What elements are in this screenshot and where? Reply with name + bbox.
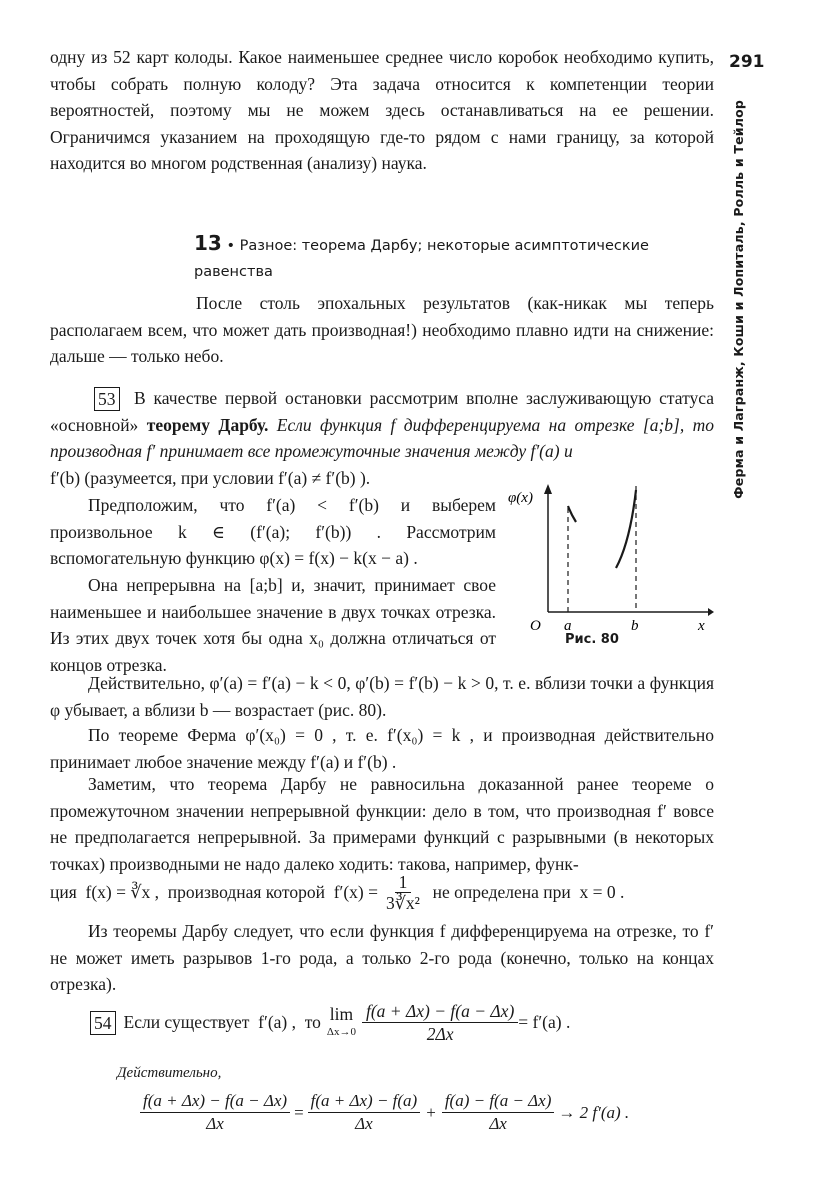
figure-origin: O: [530, 618, 541, 634]
item-53-condition: f′(b) (разумеется, при условии f′(a) ≠ f′(b) ).: [50, 467, 371, 488]
final-f2-den: Δx: [355, 1114, 373, 1133]
figure-xlabel: x: [698, 618, 705, 634]
section-number: 13: [194, 231, 222, 255]
proof-p6-b: не определена при x = 0 .: [423, 882, 625, 903]
proof-p4: По теореме Ферма φ′(x₀) = 0 , т. е. f′(x₀) = k , и производная действительно принимает любое значение между f′(a) и f′(b) .: [50, 725, 714, 772]
proof-p5: Заметим, что теорема Дарбу не равносильна доказанной ранее теореме о промежуточном значении непрерывной функции: дело в том, что производная f′ вовсе не предполагается непрерывной. За примерами функций с разрывными (в некоторых точках) производными не надо далеко ходить: такова, например, функ-: [50, 774, 714, 874]
derivative-denominator: 3∛x²: [386, 893, 420, 913]
proof-p6-a: ция f(x) = ∛x , производная которой f′(x) =: [50, 882, 378, 903]
darboux-theorem-bold: теорему Дарбу.: [146, 414, 269, 435]
figure-a-label: a: [564, 618, 572, 634]
running-title-text: Ферма и Лагранж, Коши и Лопиталь, Ролль и Тейлор: [730, 100, 746, 499]
curve-near-b: [616, 490, 636, 568]
derivative-numerator: 1: [395, 872, 412, 893]
section-title: Разное: теорема Дарбу; некоторые асимптотические равенства: [194, 238, 649, 280]
intro-paragraph: одну из 52 карт колоды. Какое наименьшее среднее число коробок необходимо купить, чтобы собрать полную колоду? Эта задача относится к компетенции теории вероятностей, поэтому мы не можем здесь останавливаться на ее решении. Ограничимся указанием на проходящую где-то рядом с нами границу, за которой находится во многом родственная (анализу) наука.: [50, 47, 714, 173]
final-result: → 2 f′(a) .: [558, 1102, 630, 1122]
section-heading: [194, 230, 714, 285]
final-lead: Действительно,: [117, 1065, 222, 1081]
final-f3-num: f(a) − f(a − Δx): [442, 1090, 555, 1113]
final-formula: [140, 1090, 629, 1135]
limit-fraction: [362, 1000, 518, 1045]
limit-lim: lim: [329, 1003, 354, 1024]
item-53-statement: [50, 385, 714, 491]
y-axis-arrow: [544, 484, 552, 494]
proof-p3: Действительно, φ′(a) = f′(a) − k < 0, φ′(b) = f′(b) − k > 0, т. е. вблизи точки a функция φ убывает, а вблизи b — возрастает (рис. 80).: [50, 673, 714, 720]
figure-80: [508, 482, 714, 647]
section-separator: •: [221, 238, 240, 254]
final-f1-num: f(a + Δx) − f(a − Δx): [140, 1090, 290, 1113]
figure-ylabel: φ(x): [508, 490, 533, 506]
final-f2-num: f(a + Δx) − f(a): [308, 1090, 421, 1113]
final-plus: +: [426, 1102, 436, 1122]
proof-p2: Она непрерывна на [a;b] и, значит, принимает свое наименьшее и наибольшее значение в двух точках отрезка. Из этих двух точек хотя бы одна x₀ должна отличаться от концов отрезка.: [50, 575, 496, 675]
limit-numerator: f(a + Δx) − f(a − Δx): [362, 1000, 518, 1023]
derivative-fraction: [382, 872, 424, 913]
item-53-italic: Если функция f дифференцируема на отрезке [a;b], то производная f′ принимает все промежуточные значения между f′(a) и: [50, 414, 715, 461]
figure-b-label: b: [631, 618, 639, 634]
item-54-text: Если существует f′(a) , то: [123, 1012, 321, 1033]
section-intro: После столь эпохальных результатов (как-никак мы теперь располагаем всем, что может дать производная!) необходимо плавно идти на снижение: дальше — только небо.: [50, 293, 714, 366]
final-f1-den: Δx: [206, 1114, 224, 1133]
limit-rhs: = f′(a) .: [518, 1012, 571, 1033]
page-number: 291: [729, 52, 765, 72]
item-53-box: 53: [94, 387, 120, 411]
running-title: [726, 100, 750, 518]
final-fraction-2: [308, 1090, 421, 1135]
figure-caption: Рис. 80: [565, 632, 619, 647]
proof-p6: [50, 872, 714, 913]
item-53-text: В качестве первой остановки рассмотрим вполне заслуживающую статуса «основной»: [50, 388, 714, 435]
proof-p1: Предположим, что f′(a) < f′(b) и выберем произвольное k ∈ (f′(a); f′(b)) . Рассмотрим вспомогательную функцию φ(x) = f(x) − k(x − a) .: [50, 495, 496, 568]
final-eq: =: [294, 1102, 304, 1122]
limit-denominator: 2Δx: [426, 1024, 454, 1044]
x-axis-arrow: [708, 608, 714, 616]
curve-near-a: [568, 506, 576, 522]
final-fraction-3: [442, 1090, 555, 1135]
limit-operator: [327, 1005, 356, 1041]
proof-p7: Из теоремы Дарбу следует, что если функция f дифференцируема на отрезке, то f′ не может иметь разрывов 1-го рода, а только 2-го рода (конечно, только на концах отрезка).: [50, 921, 714, 994]
item-54-statement: [50, 1000, 714, 1045]
item-54-box: 54: [90, 1011, 116, 1035]
final-fraction-1: [140, 1090, 290, 1135]
final-f3-den: Δx: [489, 1114, 507, 1133]
limit-subscript: Δx→0: [326, 1025, 356, 1038]
